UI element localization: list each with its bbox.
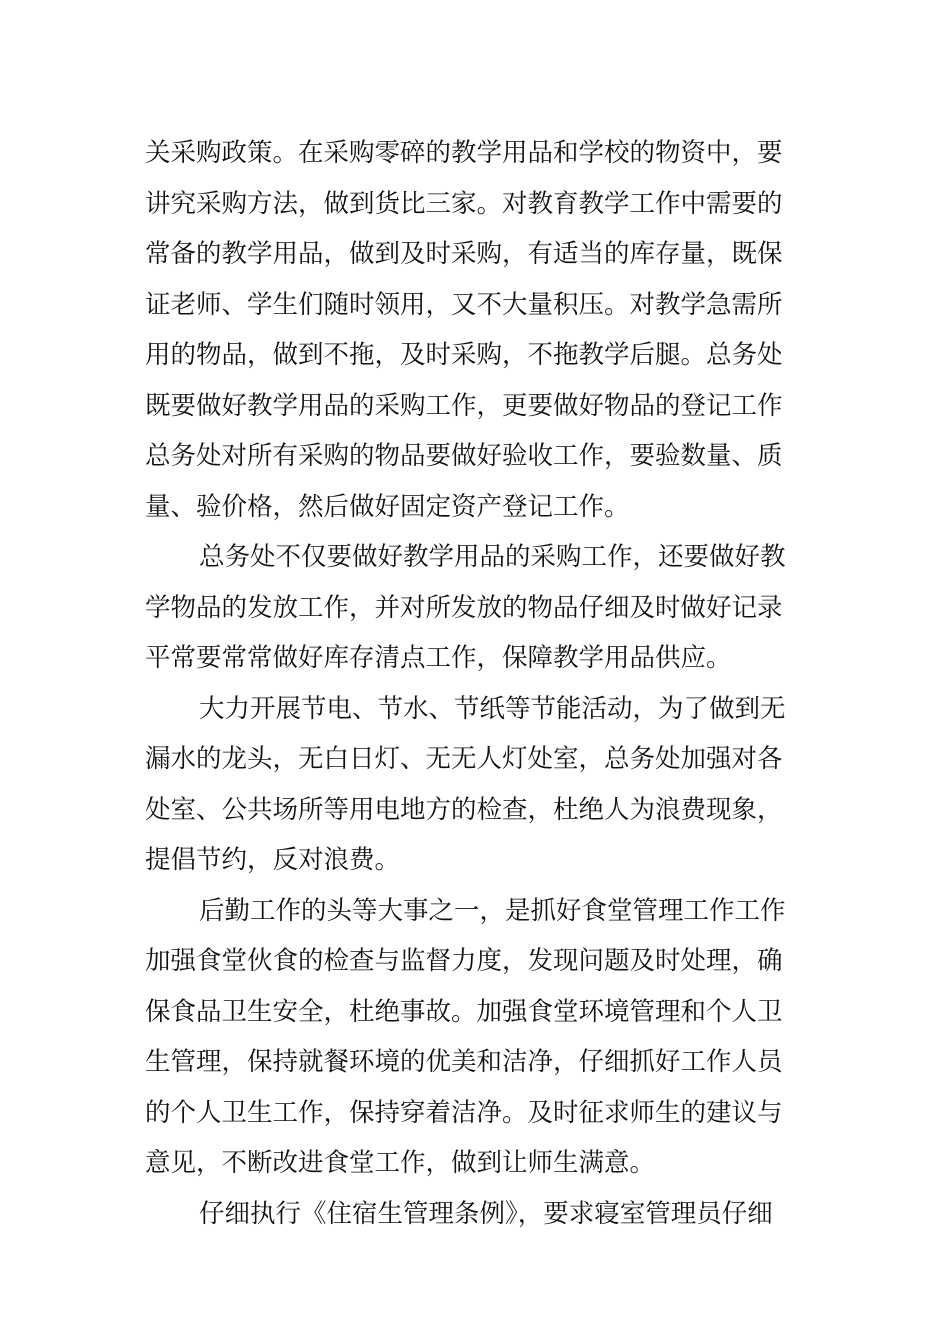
text-line: 用的物品，做到不拖，及时采购，不拖教学后腿。总务处: [145, 340, 783, 370]
paragraph: [145, 886, 810, 1189]
text-line: 学物品的发放工作，并对所发放的物品仔细及时做好记录: [145, 592, 783, 623]
text-line: 保食品卫生安全，杜绝事故。加强食堂环境管理和个人卫: [145, 996, 783, 1027]
text-line: 仔细执行《住宿生管理条例》，要求寝室管理员仔细: [199, 1198, 773, 1229]
text-line: 关采购政策。在采购零碎的教学用品和学校的物资中，要: [145, 138, 783, 168]
text-line: 漏水的龙头，无白日灯、无无人灯处室，总务处加强对各: [145, 744, 783, 774]
text-line: 意见，不断改进食堂工作，做到让师生满意。: [145, 1148, 656, 1178]
text-line: 处室、公共场所等用电地方的检查，杜绝人为浪费现象，: [145, 794, 783, 825]
paragraph: [145, 128, 810, 532]
paragraph: [145, 1189, 810, 1240]
text-line: 加强食堂伙食的检查与监督力度，发现问题及时处理，确: [145, 946, 783, 976]
text-line: 总务处不仅要做好教学用品的采购工作，还要做好教: [199, 542, 786, 572]
text-line: 平常要常常做好库存清点工作，保障教学用品供应。: [145, 643, 732, 673]
text-line: 常备的教学用品，做到及时采购，有适当的库存量，既保: [145, 239, 783, 269]
text-line: 证老师、学生们随时领用，又不大量积压。对教学急需所: [145, 289, 783, 320]
text-line: 既要做好教学用品的采购工作，更要做好物品的登记工作: [145, 390, 783, 421]
text-line: 量、验价格，然后做好固定资产登记工作。: [145, 491, 630, 522]
paragraph: [145, 532, 810, 684]
text-line: 的个人卫生工作，保持穿着洁净。及时征求师生的建议与: [145, 1097, 783, 1128]
text-line: 提倡节约，反对浪费。: [145, 845, 401, 875]
paragraph: [145, 684, 810, 886]
document-body: [145, 128, 810, 1239]
text-line: 大力开展节电、节水、节纸等节能活动，为了做到无: [199, 693, 786, 724]
text-line: 生管理，保持就餐环境的优美和洁净，仔细抓好工作人员: [145, 1047, 783, 1077]
text-line: 总务处对所有采购的物品要做好验收工作，要验数量、质: [145, 441, 783, 471]
text-line: 后勤工作的头等大事之一，是抓好食堂管理工作工作: [199, 895, 786, 926]
text-line: 讲究采购方法，做到货比三家。对教育教学工作中需要的: [145, 188, 783, 219]
